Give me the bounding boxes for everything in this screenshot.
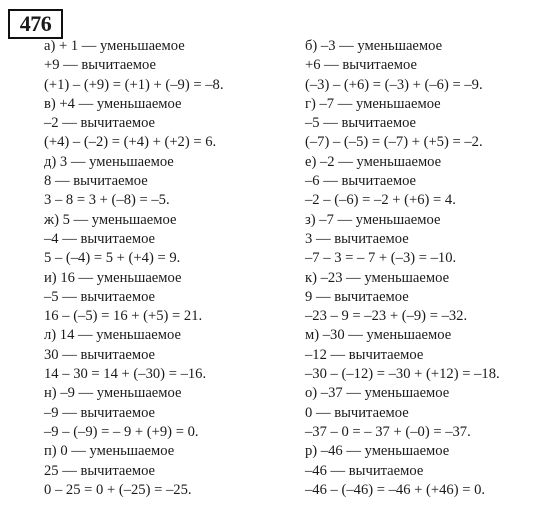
exercise-item-e [305,153,545,211]
equation-line: (–3) – (+6) = (–3) + (–6) = –9. [305,76,483,93]
equation-line: 3 – 8 = 3 + (–8) = –5. [44,192,170,209]
exercise-item-l [44,326,284,384]
minuend-line: к) –23 — уменьшаемое [305,269,450,286]
subtrahend-line: –5 — вычитаемое [305,115,417,132]
subtrahend-line: 9 — вычитаемое [305,288,409,305]
exercise-item-b [305,37,545,95]
exercise-item-i [44,269,284,327]
minuend-line: в) +4 — уменьшаемое [44,95,182,112]
subtrahend-line: 30 — вычитаемое [44,346,156,363]
subtrahend-line: –9 — вычитаемое [44,404,156,421]
equation-line: (+1) – (+9) = (+1) + (–9) = –8. [44,76,224,93]
minuend-line: п) 0 — уменьшаемое [44,443,175,460]
minuend-line: и) 16 — уменьшаемое [44,269,182,286]
subtrahend-line: –46 — вычитаемое [305,462,424,479]
subtrahend-line: –2 — вычитаемое [44,115,156,132]
subtrahend-line: 8 — вычитаемое [44,173,148,190]
subtrahend-line: +6 — вычитаемое [305,57,417,74]
minuend-line: б) –3 — уменьшаемое [305,38,443,54]
minuend-line: д) 3 — уменьшаемое [44,153,174,170]
equation-line: (+4) – (–2) = (+4) + (+2) = 6. [44,134,217,151]
minuend-line: ж) 5 — уменьшаемое [44,211,177,228]
left-column [44,37,284,500]
exercise-item-m [305,326,545,384]
exercise-item-a [44,37,284,95]
subtrahend-line: +9 — вычитаемое [44,57,156,74]
problem-number-badge: 476 [8,9,63,39]
equation-line: –46 – (–46) = –46 + (+46) = 0. [305,481,486,498]
minuend-line: л) 14 — уменьшаемое [44,327,181,344]
equation-line: –7 – 3 = – 7 + (–3) = –10. [305,250,457,267]
exercise-item-r [305,442,545,500]
minuend-line: з) –7 — уменьшаемое [305,211,441,228]
right-column [305,37,545,500]
equation-line: 5 – (–4) = 5 + (+4) = 9. [44,250,181,267]
equation-line: –9 – (–9) = – 9 + (+9) = 0. [44,423,199,440]
minuend-line: е) –2 — уменьшаемое [305,153,442,170]
subtrahend-line: –5 — вычитаемое [44,288,156,305]
subtrahend-line: 3 — вычитаемое [305,230,409,247]
minuend-line: м) –30 — уменьшаемое [305,327,452,344]
exercise-item-v [44,95,284,153]
equation-line: 0 – 25 = 0 + (–25) = –25. [44,481,192,498]
exercise-item-zh [44,211,284,269]
equation-line: 14 – 30 = 14 + (–30) = –16. [44,366,207,383]
subtrahend-line: –4 — вычитаемое [44,230,156,247]
exercise-item-k [305,269,545,327]
minuend-line: р) –46 — уменьшаемое [305,443,450,460]
minuend-line: о) –37 — уменьшаемое [305,385,450,402]
subtrahend-line: 0 — вычитаемое [305,404,409,421]
subtrahend-line: –12 — вычитаемое [305,346,424,363]
equation-line: 16 – (–5) = 16 + (+5) = 21. [44,308,203,325]
exercise-item-z [305,211,545,269]
subtrahend-line: –6 — вычитаемое [305,173,417,190]
equation-line: –30 – (–12) = –30 + (+12) = –18. [305,366,500,383]
subtrahend-line: 25 — вычитаемое [44,462,156,479]
exercise-item-n [44,384,284,442]
minuend-line: г) –7 — уменьшаемое [305,95,441,112]
equation-line: –2 – (–6) = –2 + (+6) = 4. [305,192,456,209]
minuend-line: н) –9 — уменьшаемое [44,385,182,402]
exercise-item-g [305,95,545,153]
equation-line: –37 – 0 = – 37 + (–0) = –37. [305,423,471,440]
exercise-item-p [44,442,284,500]
minuend-line: а) + 1 — уменьшаемое [44,38,185,54]
exercise-item-o [305,384,545,442]
equation-line: (–7) – (–5) = (–7) + (+5) = –2. [305,134,483,151]
equation-line: –23 – 9 = –23 + (–9) = –32. [305,308,468,325]
exercise-item-d [44,153,284,211]
